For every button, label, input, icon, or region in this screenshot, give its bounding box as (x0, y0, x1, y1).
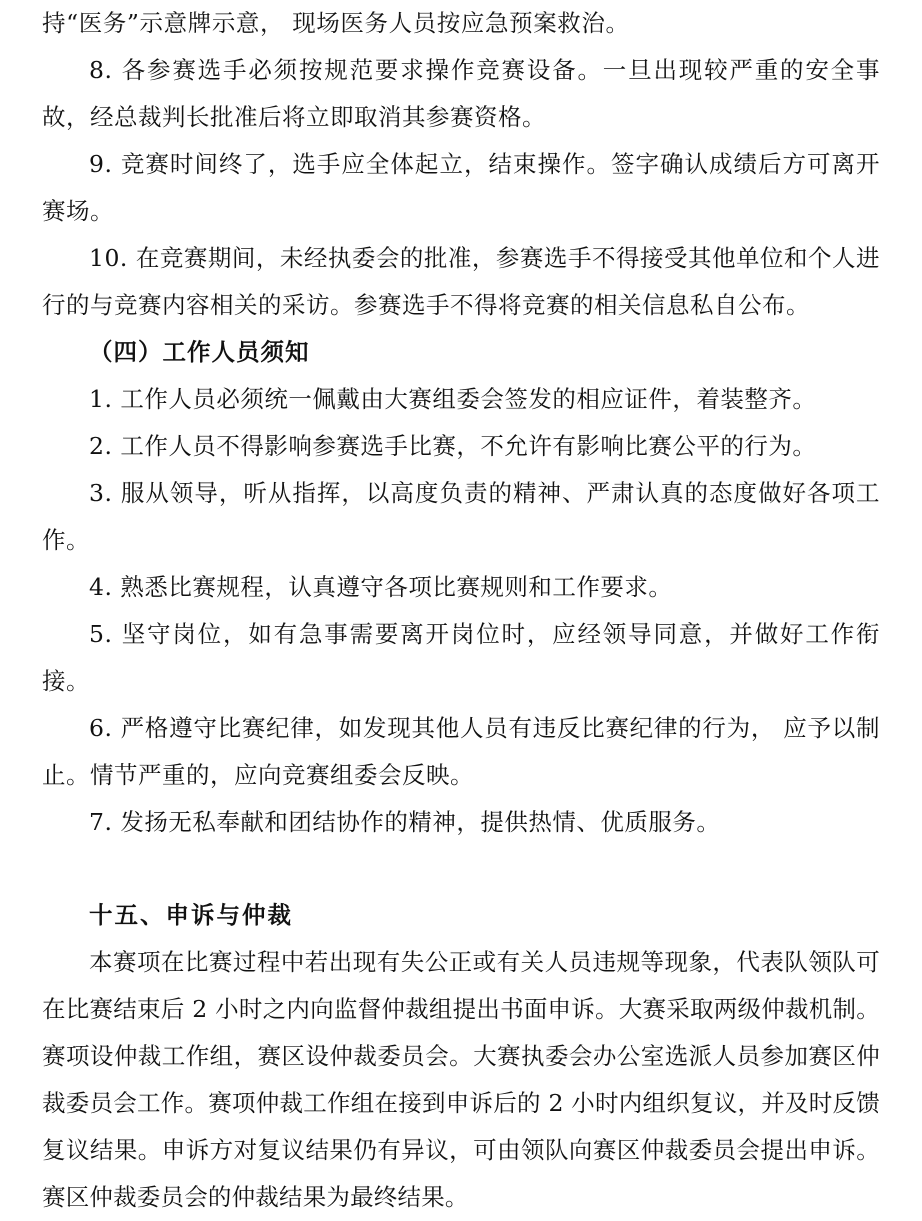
continued-paragraph: 持“医务”示意牌示意， 现场医务人员按应急预案救治。 (42, 9, 630, 37)
contestant-rule-9: 9. 竞赛时间终了，选手应全体起立，结束操作。签字确认成绩后方可离开赛场。 (42, 150, 880, 225)
contestant-rule-10: 10. 在竞赛期间，未经执委会的批准，参赛选手不得接受其他单位和个人进行的与竞赛内容相关的采访。参赛选手不得将竞赛的相关信息私自公布。 (42, 244, 880, 319)
section-spacer (42, 846, 880, 892)
staff-rule-4: 4. 熟悉比赛规程，认真遵守各项比赛规则和工作要求。 (89, 573, 673, 601)
staff-rule-6: 6. 严格遵守比赛纪律，如发现其他人员有违反比赛纪律的行为， 应予以制止。情节严重的，应向竞赛组委会反映。 (42, 714, 880, 789)
staff-rule-2: 2. 工作人员不得影响参赛选手比赛，不允许有影响比赛公平的行为。 (89, 432, 817, 460)
subsection-heading-staff-notice: （四）工作人员须知 (89, 338, 310, 366)
section-paragraph-appeal-arbitration: 本赛项在比赛过程中若出现有失公正或有关人员违规等现象，代表队领队可在比赛结束后 2 小时之内向监督仲裁组提出书面申诉。大赛采取两级仲裁机制。赛项设仲裁工作组，赛区设仲裁委员会。大赛执委会办公室选派人员参加赛区仲裁委员会工作。赛项仲裁工作组在接到申诉后的 2 小时内组织复议，并及时反馈复议结果。申诉方对复议结果仍有异议，可由领队向赛区仲裁委员会提出申诉。赛区仲裁委员会的仲裁结果为最终结果。 (42, 948, 880, 1211)
section-heading-appeal-arbitration: 十五、申诉与仲裁 (89, 901, 293, 929)
staff-rule-3: 3. 服从领导，听从指挥，以高度负责的精神、严肃认真的态度做好各项工作。 (42, 479, 880, 554)
staff-rule-7: 7. 发扬无私奉献和团结协作的精神，提供热情、优质服务。 (89, 808, 721, 836)
staff-rule-1: 1. 工作人员必须统一佩戴由大赛组委会签发的相应证件，着装整齐。 (89, 385, 817, 413)
contestant-rule-8: 8. 各参赛选手必须按规范要求操作竞赛设备。一旦出现较严重的安全事故，经总裁判长批准后将立即取消其参赛资格。 (42, 56, 880, 131)
staff-rule-5: 5. 坚守岗位，如有急事需要离开岗位时，应经领导同意，并做好工作衔接。 (42, 620, 880, 695)
